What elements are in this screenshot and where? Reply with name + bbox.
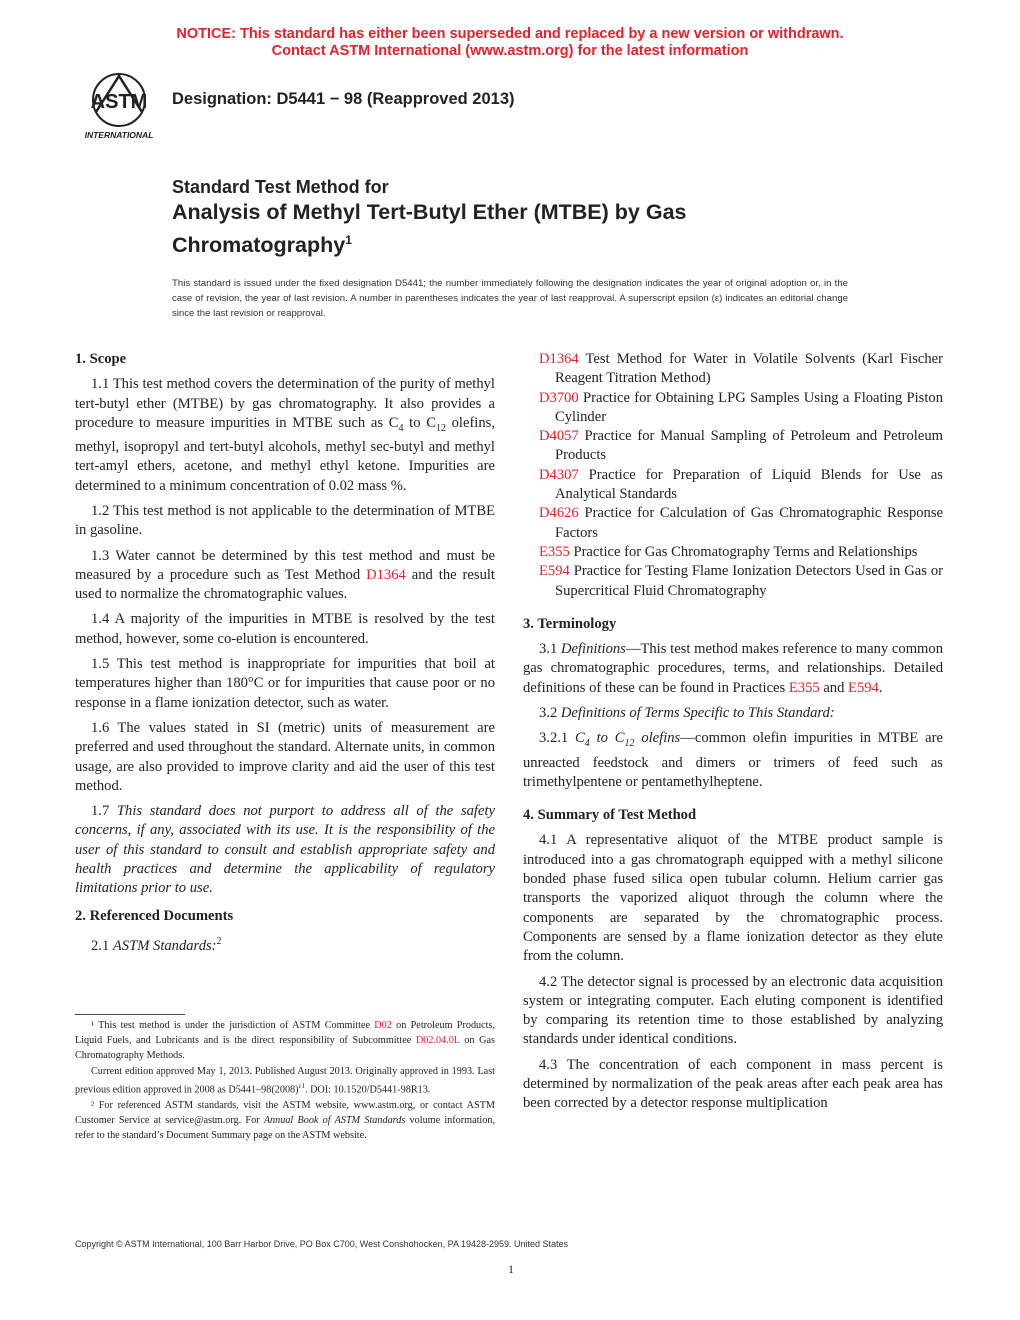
notice-line-1: NOTICE: This standard has either been superseded and replaced by a new version or withdrawn. [176, 26, 844, 42]
title-line-2: Analysis of Methyl Tert-Butyl Ether (MTBE) by Gas [172, 200, 687, 224]
referenced-standard-item [523, 350, 943, 389]
link-d1364[interactable]: D1364 [366, 566, 406, 583]
standard-link-d4626[interactable]: D4626 [539, 505, 579, 522]
page-number: 1 [508, 1262, 514, 1276]
standard-title: Practice for Manual Sampling of Petroleum and Petroleum Products [555, 428, 943, 464]
standard-link-d1364[interactable]: D1364 [539, 351, 579, 367]
standard-link-e594[interactable]: E594 [539, 563, 570, 580]
issuance-statement: This standard is issued under the fixed designation D5441; the number immediately following the designation indicates the year of original adoption or, in the case of revision, the year of last revision. A number in parentheses indicates the year of last reapproval. A superscript epsilon (ε) indicates an editorial change since the last revision or reapproval. [172, 278, 848, 319]
title-line-1: Standard Test Method for [172, 177, 389, 197]
standard-title: Test Method for Water in Volatile Solvents (Karl Fischer Reagent Titration Method) [555, 351, 943, 387]
left-column [75, 350, 495, 962]
para-4-2: 4.2 The detector signal is processed by an electronic data acquisition system or integrating computer. Each eluting component is identified by comparing its retention time to those established by analyzing standards under identical conditions. [523, 973, 943, 1048]
para-1-1: 1.1 This test method covers the determination of the purity of methyl tert-butyl ether (MTBE) by gas chromatography. It also provides a procedure to measure impurities in MTBE such as $C_4$ to $C_{12}$ olefins, methyl, isopropyl and tert-butyl alcohols, methyl sec-butyl and methyl tert-amyl ethers, acetone, and methyl ethyl ketone. Impurities are determined to a minimum concentration of 0.02 mass %. [75, 376, 495, 494]
link-e355[interactable]: E355 [788, 679, 820, 696]
referenced-standard-item [523, 427, 943, 466]
footnotes [75, 1014, 495, 1144]
para-2-1: 2.1 ASTM Standards:$^2$ [91, 935, 222, 954]
designation: Designation: D5441 − 98 (Reapproved 2013) [172, 90, 515, 108]
link-e594[interactable]: E594 [848, 679, 879, 696]
standard-title: Practice for Preparation of Liquid Blends for Use as Analytical Standards [555, 466, 943, 503]
referenced-standard-item [523, 562, 943, 601]
para-1-4: 1.4 A majority of the impurities in MTBE is resolved by the test method, however, some co-elution is encountered. [75, 611, 495, 647]
astm-letters: ASTM [90, 91, 148, 113]
supersession-notice [0, 26, 1020, 60]
astm-logo [76, 72, 162, 142]
para-1-3: 1.3 Water cannot be determined by this test method and must be measured by a procedure such as Test Method D1364 and the result used to normalize the chromatographic values. [75, 547, 495, 603]
standard-title: Practice for Calculation of Gas Chromatographic Response Factors [555, 505, 943, 541]
standard-link-d4057[interactable]: D4057 [539, 428, 579, 445]
referenced-standard-item [523, 543, 943, 562]
standard-title: Practice for Obtaining LPG Samples Using a Floating Piston Cylinder [555, 389, 943, 425]
para-1-2: 1.2 This test method is not applicable to the determination of MTBE in gasoline. [75, 502, 495, 539]
para-3-2-1: 3.2.1 $C_4$ to $C_{12}$ olefins—common olefin impurities in MTBE are unreacted feedstock and dimers or trimers of feed such as trimethylpentene or pentamethylheptene. [523, 730, 943, 790]
referenced-standard-item [523, 466, 943, 505]
title-footnote-mark: 1 [345, 233, 352, 247]
section-3-heading: 3. Terminology [523, 615, 617, 632]
para-3-2: 3.2 Definitions of Terms Specific to This Standard: [539, 705, 835, 722]
referenced-standard-item [523, 504, 943, 543]
standard-link-d4307[interactable]: D4307 [539, 466, 579, 483]
standard-title: Practice for Gas Chromatography Terms and Relationships [569, 543, 918, 560]
logo-international-text: INTERNATIONAL [84, 130, 154, 140]
standard-link-d3700[interactable]: D3700 [539, 389, 579, 406]
section-2-heading: 2. Referenced Documents [75, 907, 234, 924]
notice-line-2: Contact ASTM International (www.astm.org) for the latest information [271, 43, 749, 59]
referenced-standard-item [523, 389, 943, 428]
copyright-line: Copyright © ASTM International, 100 Barr Harbor Drive, PO Box C700, West Conshohocken, PA 19428-2959. United States [75, 1239, 569, 1249]
para-3-1: 3.1 Definitions—This test method makes reference to many common gas chromatographic procedures, terms, and relationships. Detailed definitions of these can be found in Practices E355 and E594. [523, 641, 943, 696]
document-title [172, 176, 872, 259]
link-d02-04-0l[interactable]: D02.04.0L [415, 1035, 460, 1046]
para-4-3: 4.3 The concentration of each component in mass percent is determined by normalization of the peak areas after each peak area has been corrected by a detector response multiplication [523, 1056, 943, 1112]
right-column [523, 350, 943, 1120]
section-1-heading: 1. Scope [75, 351, 127, 367]
standard-link-e355[interactable]: E355 [539, 543, 570, 560]
para-4-1: 4.1 A representative aliquot of the MTBE product sample is introduced into a gas chromatograph equipped with a methyl silicone bonded phase fused silica open tubular column. Helium carrier gas transports the vaporized aliquot through the column where the components are separated by the chromatographic process. Components are sensed by a flame ionization detector as they elute from the column. [523, 832, 943, 965]
referenced-standards-list [523, 350, 943, 601]
link-d02[interactable]: D02 [374, 1020, 392, 1031]
para-1-5: 1.5 This test method is inappropriate for impurities that boil at temperatures higher than 180°C or for impurities that cause poor or no response in a flame ionization detector, such as water. [75, 656, 495, 711]
para-1-6: 1.6 The values stated in SI (metric) units of measurement are preferred and used throughout the standard. Alternate units, in common usage, are also provided to improve clarity and aid the user of this test method. [75, 719, 495, 794]
footnote-1-edition: Current edition approved May 1, 2013. Published August 2013. Originally approved in 1993. Last previous edition approved in 2008 as $D5441-98(2008)^{\varepsilon 1}$. DOI: 10.1520/D5441-98R13. [75, 1066, 495, 1096]
section-4-heading: 4. Summary of Test Method [523, 807, 697, 824]
para-1-7: 1.7 This standard does not purport to address all of the safety concerns, if any, associated with its use. It is the responsibility of the user of this standard to consult and establish appropriate safety and health practices and determine the applicability of regulatory limitations prior to use. [75, 803, 495, 897]
title-line-3: Chromatography$^1$ [172, 233, 352, 258]
footnote-2: ² For referenced ASTM standards, visit the ASTM website, www.astm.org, or contact ASTM Customer Service at service@astm.org. For Annual Book of ASTM Standards volume information, refer to the standard’s Document Summary page on the ASTM website. [75, 1100, 495, 1142]
standard-title: Practice for Testing Flame Ionization Detectors Used in Gas or Supercritical Fluid Chromatography [555, 563, 943, 599]
footnote-1: ¹ This test method is under the jurisdiction of ASTM Committee D02 on Petroleum Products, Liquid Fuels, and Lubricants and is the direct responsibility of Subcommittee D02.04.0L on Gas Chromatography Methods. [75, 1020, 495, 1061]
